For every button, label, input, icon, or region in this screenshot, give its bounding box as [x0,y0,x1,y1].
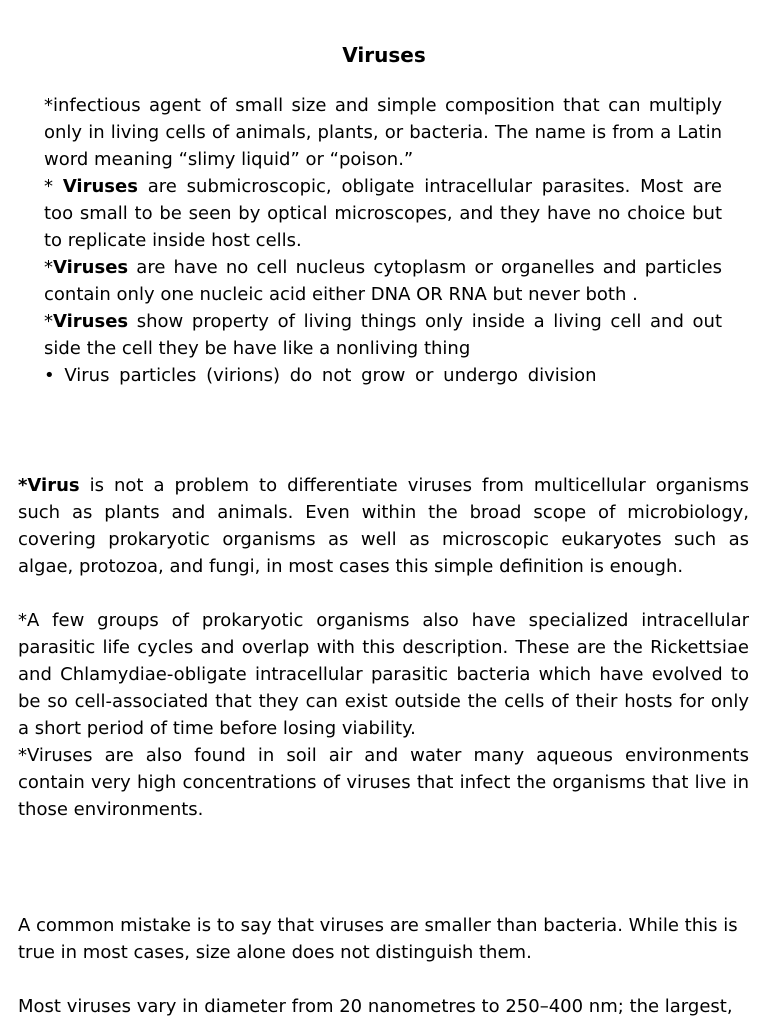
prefix: * [44,311,53,332]
paragraph-common-mistake: A common mistake is to say that viruses are smaller than bacteria. While this is true in most cases, size alone does not distinguish them. [18,915,738,963]
paragraph-virus-differentiation [18,472,749,580]
paragraph-environments: *Viruses are also found in soil air and water many aqueous environments contain very high concentrations of viruses that infect the organisms that live in those environments. [18,745,749,820]
paragraph-living-property [44,308,722,362]
spacer [18,580,749,607]
size-section [18,912,749,1020]
differentiation-section [18,472,749,823]
bold-term: Viruses [53,311,129,332]
paragraph-definition: *infectious agent of small size and simple composition that can multiply only in living cells of animals, plants, or bacteria. The name is from a Latin word meaning “slimy liquid” or “poison.” [44,95,722,170]
page-title: Viruses [342,43,426,67]
paragraph-prokaryotic-groups: *A few groups of prokaryotic organisms also have specialized intracellular parasitic life cycles and overlap with this description. These are the Rickettsiae and Chlamydiae-obligate intracellular parasitic bacteria which have evolved to be so cell-associated that they can exist outside the cells of their hosts for only a short period of time before losing viability. [18,610,749,739]
bullet-virions: • Virus particles (virions) do not grow or undergo division [44,365,597,386]
intro-section [44,92,722,389]
bold-term: *Virus [18,475,80,496]
bold-term: Viruses [53,257,129,278]
prefix: * [44,176,63,197]
prefix: * [44,257,53,278]
paragraph-text: are submicroscopic, obligate intracellular parasites. Most are too small to be seen by optical microscopes, and they have no choice but to replicate inside host cells. [44,176,722,251]
paragraph-submicroscopic [44,173,722,254]
paragraph-diameter: Most viruses vary in diameter from 20 nanometres to 250–400 nm; the largest, [18,996,733,1017]
paragraph-text: is not a problem to differentiate viruses from multicellular organisms such as plants and animals. Even within the broad scope of microbiology, covering prokaryotic organisms as well as microscopic eukaryotes such as algae, protozoa, and fungi, in most cases this simple definition is enough. [18,475,749,577]
paragraph-no-nucleus [44,254,722,308]
paragraph-text: show property of living things only inside a living cell and out side the cell they be have like a nonliving thing [44,311,722,359]
spacer [18,966,749,993]
bold-term: Viruses [62,176,138,197]
paragraph-text: are have no cell nucleus cytoplasm or organelles and particles contain only one nucleic acid either DNA OR RNA but never both . [44,257,722,305]
